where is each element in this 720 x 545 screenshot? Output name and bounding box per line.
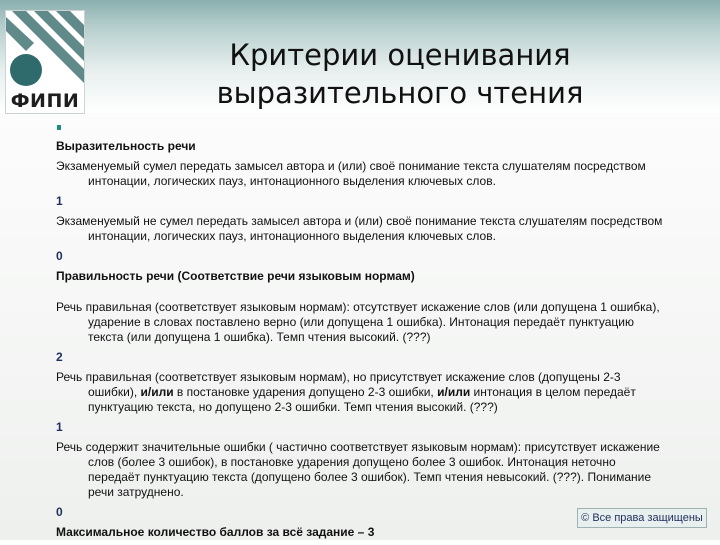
score-value: 2	[56, 350, 63, 364]
title-line-1: Критерии оценивания	[229, 38, 571, 72]
score-value: 0	[56, 505, 63, 519]
criterion-text-mixed	[56, 370, 666, 415]
fipi-logo	[5, 10, 85, 114]
bullet-marker	[57, 125, 61, 130]
criterion-text: Речь правильная (соответствует языковым нормам): отсутствует искажение слов (или допущена 1 ошибка), ударение в словах поставлено верно (или допущена 1 ошибка). Интонация передаёт пунктуацию текста (или допущена 1 ошибка). Темп чтения высокий. (???)	[56, 300, 660, 344]
emphasis-and-or: и/или	[140, 385, 174, 399]
criterion-heading: Выразительность речи	[56, 139, 196, 153]
criterion-heading: Правильность речи (Соответствие речи языковым нормам)	[56, 269, 415, 283]
score-value: 1	[56, 194, 63, 208]
criterion-text: Речь содержит значительные ошибки ( частично соответствует языковым нормам): присутствует искажение слов (более 3 ошибок), в постановке ударения допущено более 3 ошибок. Интонация неточно передаёт пунктуацию текста (допущено более 3 ошибок). Темп чтения невысокий. (???). Понимание речи затруднено.	[56, 440, 660, 499]
score-value: 0	[56, 249, 63, 263]
slide-title	[190, 36, 610, 112]
text-segment: Речь правильная (соответствует языковым нормам), но присутствует искажение слов (допущены 2-3 ошибки),	[56, 370, 621, 399]
text-segment: в постановке ударения допущено 2-3 ошибки,	[173, 385, 438, 399]
copyright-badge: © Все права защищены	[577, 508, 707, 528]
text-segment: интонация в целом передаёт пунктуацию текста, но допущено 2-3 ошибки. Темп чтения высокий. (???)	[88, 385, 636, 414]
title-line-2: выразительного чтения	[216, 76, 584, 110]
logo-text: ФИПИ	[10, 90, 80, 112]
criteria-content	[56, 122, 666, 545]
score-value: 1	[56, 420, 63, 434]
criterion-text: Экзаменуемый не сумел передать замысел автора и (или) своё понимание текста слушателям посредством интонации, логических пауз, интонационного выделения ключевых слов.	[56, 214, 663, 243]
criterion-text: Экзаменуемый сумел передать замысел автора и (или) своё понимание текста слушателям посредством интонации, логических пауз, интонационного выделения ключевых слов.	[56, 159, 646, 188]
emphasis-and-or: и/или	[437, 385, 471, 399]
max-score-line: Максимальное количество баллов за всё задание – 3	[56, 525, 375, 539]
